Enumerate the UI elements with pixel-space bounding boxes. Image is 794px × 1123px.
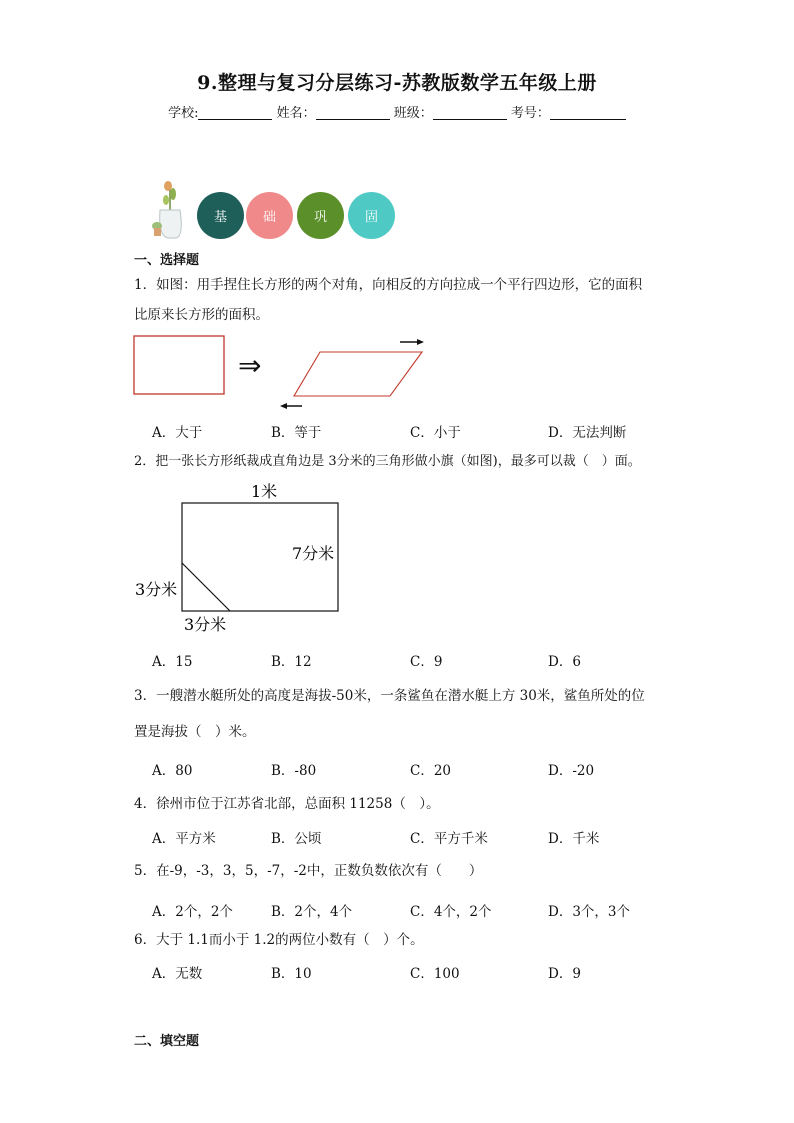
class-blank[interactable] xyxy=(433,107,507,120)
name-label: 姓名： xyxy=(276,106,316,121)
question-6-option-c[interactable]: C．100 xyxy=(410,966,460,982)
rectangle-shape xyxy=(134,336,224,394)
question-4-option-c[interactable]: C．平方千米 xyxy=(410,831,488,847)
question-2-line-1: 2．把一张长方形纸裁成直角边是 3分米的三角形做小旗（如图)，最多可以裁（ ）面。 xyxy=(134,454,641,469)
question-1-option-c[interactable]: C．小于 xyxy=(410,425,461,441)
badge-chu xyxy=(246,192,293,239)
badge-gu-label: 固 xyxy=(364,210,378,225)
question-2-figure xyxy=(130,478,350,638)
question-5-option-a[interactable]: A．2个，2个 xyxy=(152,904,233,920)
question-5-line-1: 5．在-9，-3，3，5，-7，-2中，正数负数依次有（ ） xyxy=(134,863,483,879)
question-3-option-b[interactable]: B．-80 xyxy=(271,763,317,779)
question-1-line-1: 1．如图：用手捏住长方形的两个对角，向相反的方向拉成一个平行四边形，它的面积 xyxy=(134,277,643,293)
question-3-line-2: 置是海拔（ ）米。 xyxy=(134,724,256,740)
question-4-option-d[interactable]: D．千米 xyxy=(548,831,600,847)
exam-number-blank[interactable] xyxy=(550,107,626,120)
student-info-line xyxy=(0,102,794,121)
label-right-width: 7分米 xyxy=(292,544,335,563)
question-2-option-c[interactable]: C．9 xyxy=(410,654,443,670)
question-6-option-a[interactable]: A．无数 xyxy=(152,966,203,982)
question-3-line-1: 3．一艘潜水艇所处的高度是海拔-50米，一条鲨鱼在潜水艇上方 30米，鲨鱼所处的位 xyxy=(134,688,645,704)
class-label: 班级： xyxy=(393,106,433,121)
section-heading-fill: 二、填空题 xyxy=(134,1034,200,1049)
question-1-figure xyxy=(128,330,438,412)
page-title: 9.整理与复习分层练习-苏教版数学五年级上册 xyxy=(197,72,597,94)
exam-number-label: 考号： xyxy=(510,106,550,121)
school-blank[interactable] xyxy=(198,107,272,120)
label-bottom-leg: 3分米 xyxy=(184,615,227,634)
question-6-option-b[interactable]: B．10 xyxy=(271,966,312,982)
section-heading-choice: 一、选择题 xyxy=(134,253,200,268)
badge-chu-label: 础 xyxy=(262,210,276,225)
label-top-length: 1米 xyxy=(251,482,278,501)
question-6-line-1: 6．大于 1.1而小于 1.2的两位小数有（ ）个。 xyxy=(134,932,424,948)
badge-gu xyxy=(348,192,395,239)
badge-ji xyxy=(197,192,244,239)
label-left-leg: 3分米 xyxy=(135,580,178,599)
question-2-option-d[interactable]: D．6 xyxy=(548,654,581,670)
question-5-option-b[interactable]: B．2个，4个 xyxy=(271,904,353,920)
question-5-option-c[interactable]: C．4个，2个 xyxy=(410,904,492,920)
question-5-option-d[interactable]: D．3个，3个 xyxy=(548,904,631,920)
badge-ji-label: 基 xyxy=(213,210,227,225)
question-4-option-b[interactable]: B．公顷 xyxy=(271,831,322,847)
plant-vase-icon xyxy=(146,180,192,242)
badge-gong-label: 巩 xyxy=(313,210,327,225)
question-1-option-d[interactable]: D．无法判断 xyxy=(548,425,627,441)
question-3-option-a[interactable]: A．80 xyxy=(152,763,193,779)
name-blank[interactable] xyxy=(316,107,390,120)
implies-arrow-icon: ⇒ xyxy=(238,349,262,382)
question-6-option-d[interactable]: D．9 xyxy=(548,966,581,982)
school-label: 学校: xyxy=(168,106,199,121)
question-2-option-a[interactable]: A．15 xyxy=(152,654,193,670)
question-4-option-a[interactable]: A．平方米 xyxy=(152,831,216,847)
question-2-option-b[interactable]: B．12 xyxy=(271,654,312,670)
question-3-option-c[interactable]: C．20 xyxy=(410,763,452,779)
question-4-line-1: 4．徐州市位于江苏省北部，总面积 11258（ ）。 xyxy=(134,796,440,812)
question-3-option-d[interactable]: D．-20 xyxy=(548,763,595,779)
badge-gong xyxy=(297,192,344,239)
question-1-line-2: 比原来长方形的面积。 xyxy=(134,307,269,323)
parallelogram-shape xyxy=(294,352,422,396)
question-1-option-b[interactable]: B．等于 xyxy=(271,425,322,441)
triangle-hypotenuse xyxy=(182,563,230,611)
question-1-option-a[interactable]: A．大于 xyxy=(152,425,203,441)
